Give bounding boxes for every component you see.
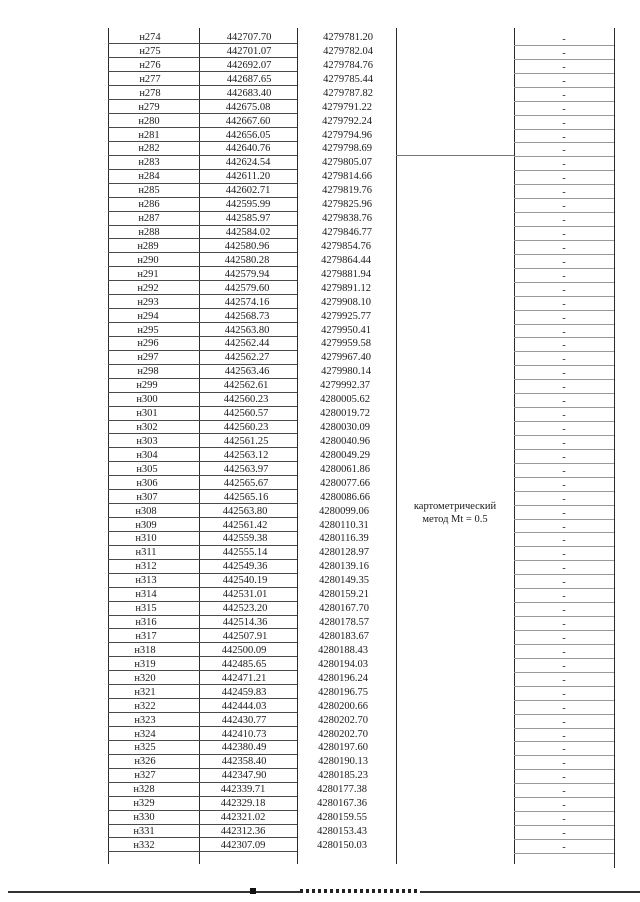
table-border-left [108,28,109,864]
cell-y: 4280159.55 [317,812,367,824]
cell-point: н306 [136,477,158,489]
cell-point: н285 [138,185,160,197]
cell-x: 442692.07 [226,59,272,71]
cell-y: 4280077.66 [320,477,370,489]
cell-y: 4279819.76 [322,185,372,197]
cell-point: н287 [138,213,160,225]
cell-point: н326 [134,756,156,768]
cell-accuracy: - [562,340,566,352]
cell-point: н307 [136,491,158,503]
cell-y: 4280019.72 [320,408,370,420]
cell-y: 4279814.66 [322,171,372,183]
cell-x: 442471.21 [221,672,267,684]
cell-accuracy: - [562,591,566,603]
cell-point: н292 [137,282,159,294]
cell-y: 4279891.12 [321,282,371,294]
row-divider-right [514,853,614,854]
cell-accuracy: - [562,187,566,199]
cell-point: н297 [137,352,159,364]
cell-x: 442580.96 [224,240,270,252]
cell-point: н324 [134,728,156,740]
cell-point: н291 [137,268,159,280]
cell-x: 442444.03 [221,700,267,712]
cell-y: 4279992.37 [320,380,370,392]
cell-y: 4279825.96 [322,199,372,211]
cell-accuracy: - [562,577,566,589]
cell-y: 4279784.76 [323,59,373,71]
cell-y: 4280040.96 [320,435,370,447]
cell-point: н299 [136,380,158,392]
cell-point: н294 [137,310,159,322]
cell-point: н310 [135,533,157,545]
cell-x: 442595.99 [225,199,271,211]
cell-point: н276 [139,59,161,71]
cell-x: 442347.90 [221,770,267,782]
cell-accuracy: - [562,674,566,686]
cell-point: н325 [134,742,156,754]
cell-point: н311 [135,547,157,559]
cell-accuracy: - [562,507,566,519]
cell-y: 4280150.03 [317,839,367,851]
cell-point: н296 [137,338,159,350]
cell-point: н321 [134,686,156,698]
cell-accuracy: - [562,660,566,672]
cell-y: 4279950.41 [321,324,371,336]
cell-x: 442562.44 [224,338,270,350]
cell-x: 442568.73 [224,310,270,322]
cell-accuracy: - [562,619,566,631]
cell-x: 442565.67 [223,477,269,489]
cell-accuracy: - [562,284,566,296]
cell-x: 442574.16 [224,296,270,308]
cell-x: 442624.54 [225,157,271,169]
cell-x: 442410.73 [221,728,267,740]
cell-y: 4279881.94 [321,268,371,280]
cell-accuracy: - [562,535,566,547]
cell-y: 4280202.70 [318,714,368,726]
cell-y: 4280005.62 [320,394,370,406]
cell-x: 442602.71 [225,185,271,197]
cell-accuracy: - [562,354,566,366]
cell-accuracy: - [562,47,566,59]
cell-accuracy: - [562,758,566,770]
cell-x: 442563.80 [222,505,268,517]
cell-y: 4280167.70 [319,603,369,615]
cell-point: н293 [137,296,159,308]
cell-accuracy: - [562,688,566,700]
cell-accuracy: - [562,814,566,826]
cell-x: 442707.70 [226,32,272,43]
cell-x: 442667.60 [225,115,271,127]
cell-accuracy: - [562,34,566,45]
cell-accuracy: - [562,632,566,644]
cell-accuracy: - [562,131,566,143]
cell-point: н281 [138,129,160,141]
row-divider [108,851,297,852]
cell-accuracy: - [562,744,566,756]
cell-x: 442656.05 [225,129,271,141]
cell-point: н309 [135,519,157,531]
cell-y: 4279925.77 [321,310,371,322]
cell-y: 4279782.04 [323,45,373,57]
cell-x: 442561.42 [222,519,268,531]
cell-point: н302 [136,422,158,434]
cell-x: 442312.36 [220,826,266,837]
cell-y: 4279798.69 [322,143,372,155]
scan-artifact [300,889,420,893]
cell-y: 4280116.39 [319,533,369,545]
cell-accuracy: - [562,451,566,463]
cell-y: 4279794.96 [322,129,372,141]
cell-x: 442640.76 [225,143,271,155]
cell-accuracy: - [562,368,566,380]
cell-accuracy: - [562,229,566,241]
cell-accuracy: - [562,145,566,157]
cell-x: 442339.71 [220,784,266,796]
cell-y: 4280185.23 [318,770,368,782]
method-cell-top-border [396,155,514,156]
cell-point: н282 [138,143,160,155]
table-border-right [614,28,615,868]
cell-point: н279 [138,101,160,113]
cell-y: 4280178.57 [319,617,369,629]
cell-x: 442459.83 [221,686,267,698]
cell-y: 4280190.13 [318,756,368,768]
cell-accuracy: - [562,75,566,87]
cell-accuracy: - [562,563,566,575]
cell-point: н274 [139,32,161,43]
cell-x: 442561.25 [223,435,269,447]
cell-accuracy: - [562,828,566,839]
cell-x: 442321.02 [220,812,266,824]
method-note [398,500,512,526]
cell-point: н283 [138,157,160,169]
cell-y: 4280061.86 [320,463,370,475]
cell-point: н318 [134,644,156,656]
cell-x: 442562.61 [223,380,269,392]
cell-y: 4279791.22 [322,101,372,113]
cell-accuracy: - [562,493,566,505]
cell-x: 442555.14 [222,547,268,559]
cell-y: 4279838.76 [322,213,372,225]
cell-x: 442580.28 [224,254,270,266]
method-line-2: метод Mt = 0.5 [422,514,488,525]
cell-y: 4280183.67 [319,630,369,642]
cell-accuracy: - [562,716,566,728]
cell-y: 4280196.24 [318,672,368,684]
cell-point: н329 [133,798,155,810]
cell-x: 442485.65 [221,658,267,670]
cell-accuracy: - [562,410,566,422]
cell-x: 442559.38 [222,533,268,545]
cell-accuracy: - [562,61,566,73]
cell-y: 4280194.03 [318,658,368,670]
cell-point: н286 [138,199,160,211]
cell-point: н277 [139,73,161,85]
cell-x: 442584.02 [225,227,271,239]
cell-y: 4280086.66 [320,491,370,503]
cell-accuracy: - [562,173,566,185]
cell-accuracy: - [562,382,566,394]
cell-point: н275 [139,45,161,57]
cell-point: н313 [135,575,157,587]
cell-accuracy: - [562,396,566,408]
cell-x: 442523.20 [222,603,268,615]
cell-x: 442585.97 [225,213,271,225]
cell-accuracy: - [562,215,566,227]
cell-y: 4279846.77 [322,227,372,239]
cell-y: 4280188.43 [318,644,368,656]
cell-x: 442565.16 [223,491,269,503]
cell-y: 4279967.40 [321,352,371,364]
cell-point: н289 [137,240,159,252]
cell-accuracy: - [562,270,566,282]
cell-y: 4280159.21 [319,589,369,601]
cell-x: 442563.80 [224,324,270,336]
cell-point: н278 [139,87,161,99]
cell-y: 4280128.97 [319,547,369,559]
cell-accuracy: - [562,256,566,268]
cell-x: 442560.23 [223,422,269,434]
cell-accuracy: - [562,326,566,338]
cell-x: 442562.27 [224,352,270,364]
cell-accuracy: - [562,242,566,254]
cell-accuracy: - [562,465,566,477]
cell-accuracy: - [562,800,566,812]
cell-x: 442563.12 [223,449,269,461]
cell-y: 4280202.70 [318,728,368,740]
cell-x: 442358.40 [221,756,267,768]
cell-point: н328 [133,784,155,796]
cell-y: 4280177.38 [317,784,367,796]
cell-x: 442549.36 [222,561,268,573]
method-line-1: картометрический [413,501,497,512]
cell-point: н314 [135,589,157,601]
cell-y: 4280167.36 [317,798,367,810]
cell-point: н317 [135,630,157,642]
cell-y: 4280200.66 [318,700,368,712]
cell-accuracy: - [562,201,566,213]
cell-y: 4279864.44 [321,254,371,266]
cell-point: н312 [135,561,157,573]
cell-accuracy: - [562,521,566,533]
cell-point: н288 [138,227,160,239]
cell-point: н319 [134,658,156,670]
cell-accuracy: - [562,772,566,784]
cell-y: 4280139.16 [319,561,369,573]
cell-accuracy: - [562,549,566,561]
cell-point: н316 [135,617,157,629]
cell-y: 4279781.20 [323,32,373,43]
cell-point: н323 [134,714,156,726]
cell-y: 4280149.35 [319,575,369,587]
cell-y: 4280030.09 [320,422,370,434]
cell-point: н308 [135,505,157,517]
cell-x: 442687.65 [226,73,272,85]
cell-accuracy: - [562,312,566,324]
cell-point: н305 [136,463,158,475]
cell-point: н320 [134,672,156,684]
cell-x: 442579.94 [224,268,270,280]
cell-point: н304 [136,449,158,461]
cell-y: 4280197.60 [318,742,368,754]
column-divider-4 [514,28,515,864]
cell-accuracy: - [562,605,566,617]
cell-x: 442329.18 [220,798,266,810]
cell-accuracy: - [562,103,566,115]
cell-point: н331 [133,826,155,837]
cell-x: 442675.08 [225,101,271,113]
cell-accuracy: - [562,841,566,853]
cell-x: 442500.09 [221,644,267,656]
cell-y: 4279854.76 [321,240,371,252]
cell-point: н295 [137,324,159,336]
cell-x: 442611.20 [225,171,271,183]
cell-accuracy: - [562,702,566,714]
cell-y: 4280049.29 [320,449,370,461]
cell-y: 4279980.14 [321,366,371,378]
cell-accuracy: - [562,89,566,101]
cell-point: н280 [138,115,160,127]
cell-x: 442683.40 [226,87,272,99]
cell-y: 4280196.75 [318,686,368,698]
cell-y: 4279792.24 [322,115,372,127]
cell-x: 442430.77 [221,714,267,726]
cell-y: 4280153.43 [317,826,367,837]
cell-x: 442531.01 [222,589,268,601]
cell-accuracy: - [562,646,566,658]
cell-y: 4280099.06 [319,505,369,517]
cell-point: н298 [137,366,159,378]
cell-y: 4279805.07 [322,157,372,169]
cell-accuracy: - [562,479,566,491]
cell-x: 442579.60 [224,282,270,294]
cell-point: н322 [134,700,156,712]
cell-y: 4279787.82 [323,87,373,99]
cell-y: 4280110.31 [319,519,369,531]
cell-accuracy: - [562,437,566,449]
cell-point: н332 [133,839,155,851]
cell-x: 442560.23 [223,394,269,406]
cell-point: н327 [134,770,156,782]
cell-point: н315 [135,603,157,615]
cell-y: 4279785.44 [323,73,373,85]
cell-y: 4279959.58 [321,338,371,350]
cell-x: 442560.57 [223,408,269,420]
scan-mark [250,888,256,894]
cell-x: 442380.49 [221,742,267,754]
cell-accuracy: - [562,159,566,171]
cell-x: 442507.91 [222,630,268,642]
cell-accuracy: - [562,730,566,742]
cell-accuracy: - [562,298,566,310]
cell-accuracy: - [562,117,566,129]
cell-accuracy: - [562,424,566,436]
cell-accuracy: - [562,786,566,798]
cell-point: н330 [133,812,155,824]
cell-x: 442540.19 [222,575,268,587]
cell-x: 442563.97 [223,463,269,475]
cell-x: 442701.07 [226,45,272,57]
cell-y: 4279908.10 [321,296,371,308]
column-divider-3 [396,28,397,864]
cell-point: н300 [136,394,158,406]
cell-point: н303 [136,435,158,447]
cell-point: н284 [138,171,160,183]
cell-x: 442307.09 [220,839,266,851]
cell-point: н301 [136,408,158,420]
cell-x: 442563.46 [224,366,270,378]
cell-point: н290 [137,254,159,266]
cell-x: 442514.36 [222,617,268,629]
